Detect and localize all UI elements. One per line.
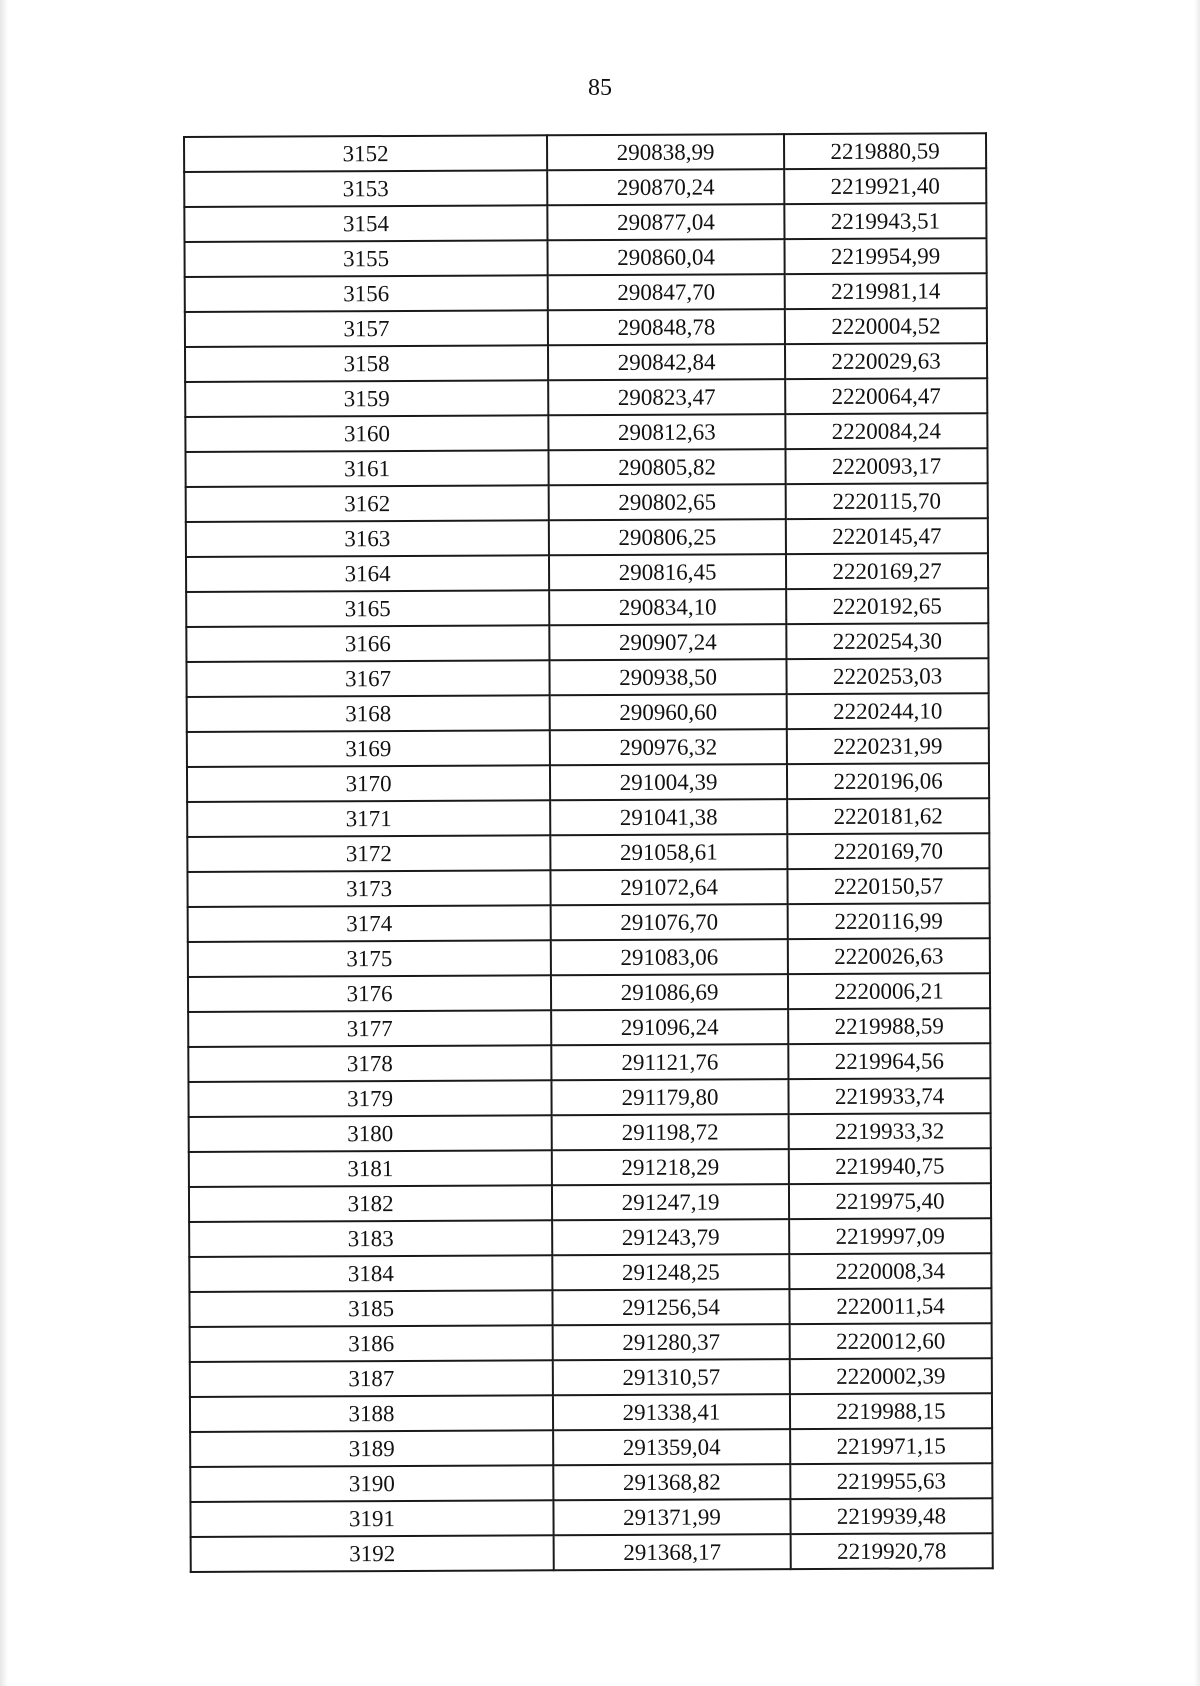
table-row: [189, 1183, 991, 1222]
point-number-cell: 3163: [186, 520, 549, 557]
table-row: [185, 308, 987, 347]
y-coordinate-cell: 2219921,40: [784, 168, 986, 204]
x-coordinate-cell: 290812,63: [548, 414, 785, 450]
table-row: [184, 133, 986, 172]
x-coordinate-cell: 291179,80: [551, 1079, 788, 1115]
table-row: [189, 1218, 991, 1257]
table-row: [187, 728, 989, 767]
x-coordinate-cell: 291041,38: [550, 799, 787, 835]
point-number-cell: 3157: [185, 310, 548, 347]
x-coordinate-cell: 291086,69: [551, 974, 788, 1010]
point-number-cell: 3190: [190, 1465, 553, 1502]
y-coordinate-cell: 2219880,59: [784, 133, 986, 169]
y-coordinate-cell: 2220026,63: [788, 938, 990, 974]
table-row: [186, 518, 988, 557]
point-number-cell: 3160: [185, 415, 548, 452]
y-coordinate-cell: 2219975,40: [789, 1183, 991, 1219]
y-coordinate-cell: 2219920,78: [791, 1533, 993, 1569]
table-row: [186, 623, 988, 662]
x-coordinate-cell: 291083,06: [551, 939, 788, 975]
table-row: [189, 1288, 991, 1327]
point-number-cell: 3158: [185, 345, 548, 382]
coordinates-table: [183, 132, 994, 1573]
y-coordinate-cell: 2219988,15: [790, 1393, 992, 1429]
x-coordinate-cell: 290806,25: [549, 519, 786, 555]
y-coordinate-cell: 2219971,15: [790, 1428, 992, 1464]
y-coordinate-cell: 2220169,70: [787, 833, 989, 869]
table-row: [189, 1148, 991, 1187]
x-coordinate-cell: 291198,72: [552, 1114, 789, 1150]
x-coordinate-cell: 291280,37: [553, 1324, 790, 1360]
x-coordinate-cell: 291371,99: [553, 1499, 790, 1535]
y-coordinate-cell: 2220150,57: [787, 868, 989, 904]
x-coordinate-cell: 291248,25: [552, 1254, 789, 1290]
y-coordinate-cell: 2220196,06: [787, 763, 989, 799]
x-coordinate-cell: 291058,61: [550, 834, 787, 870]
x-coordinate-cell: 290848,78: [548, 309, 785, 345]
y-coordinate-cell: 2220011,54: [789, 1288, 991, 1324]
y-coordinate-cell: 2219943,51: [784, 203, 986, 239]
point-number-cell: 3154: [184, 205, 547, 242]
x-coordinate-cell: 291310,57: [553, 1359, 790, 1395]
y-coordinate-cell: 2220004,52: [785, 308, 987, 344]
table-row: [184, 203, 986, 242]
table-row: [187, 868, 989, 907]
y-coordinate-cell: 2220254,30: [786, 623, 988, 659]
point-number-cell: 3191: [190, 1500, 553, 1537]
x-coordinate-cell: 291256,54: [552, 1289, 789, 1325]
x-coordinate-cell: 290823,47: [548, 379, 785, 415]
point-number-cell: 3173: [187, 870, 550, 907]
table-row: [184, 168, 986, 207]
x-coordinate-cell: 290842,84: [548, 344, 785, 380]
y-coordinate-cell: 2220006,21: [788, 973, 990, 1009]
y-coordinate-cell: 2219940,75: [789, 1148, 991, 1184]
x-coordinate-cell: 290805,82: [548, 449, 785, 485]
x-coordinate-cell: 290938,50: [549, 659, 786, 695]
point-number-cell: 3174: [188, 905, 551, 942]
x-coordinate-cell: 290877,04: [547, 204, 784, 240]
x-coordinate-cell: 291247,19: [552, 1184, 789, 1220]
point-number-cell: 3153: [184, 170, 547, 207]
x-coordinate-cell: 290847,70: [548, 274, 785, 310]
table-row: [188, 973, 990, 1012]
point-number-cell: 3161: [185, 450, 548, 487]
x-coordinate-cell: 291076,70: [551, 904, 788, 940]
y-coordinate-cell: 2220029,63: [785, 343, 987, 379]
y-coordinate-cell: 2219933,74: [788, 1078, 990, 1114]
y-coordinate-cell: 2220093,17: [785, 448, 987, 484]
point-number-cell: 3164: [186, 555, 549, 592]
x-coordinate-cell: 290960,60: [550, 694, 787, 730]
point-number-cell: 3168: [187, 695, 550, 732]
table-row: [190, 1428, 992, 1467]
point-number-cell: 3172: [187, 835, 550, 872]
y-coordinate-cell: 2219954,99: [784, 238, 986, 274]
point-number-cell: 3176: [188, 975, 551, 1012]
point-number-cell: 3169: [187, 730, 550, 767]
point-number-cell: 3159: [185, 380, 548, 417]
coordinates-table-body: [184, 133, 993, 1572]
point-number-cell: 3188: [190, 1395, 553, 1432]
x-coordinate-cell: 290907,24: [549, 624, 786, 660]
x-coordinate-cell: 290838,99: [547, 134, 784, 170]
table-row: [185, 378, 987, 417]
y-coordinate-cell: 2220253,03: [786, 658, 988, 694]
point-number-cell: 3185: [189, 1290, 552, 1327]
table-row: [190, 1463, 992, 1502]
page-number: 85: [588, 75, 612, 101]
table-row: [185, 413, 987, 452]
table-row: [184, 238, 986, 277]
point-number-cell: 3192: [191, 1535, 554, 1572]
y-coordinate-cell: 2220244,10: [787, 693, 989, 729]
table-row: [185, 448, 987, 487]
table-row: [186, 588, 988, 627]
y-coordinate-cell: 2220115,70: [786, 483, 988, 519]
y-coordinate-cell: 2220116,99: [788, 903, 990, 939]
table-row: [191, 1533, 993, 1572]
x-coordinate-cell: 291368,82: [553, 1464, 790, 1500]
y-coordinate-cell: 2219939,48: [790, 1498, 992, 1534]
y-coordinate-cell: 2220192,65: [786, 588, 988, 624]
point-number-cell: 3177: [188, 1010, 551, 1047]
x-coordinate-cell: 290870,24: [547, 169, 784, 205]
point-number-cell: 3184: [189, 1255, 552, 1292]
point-number-cell: 3171: [187, 800, 550, 837]
x-coordinate-cell: 291338,41: [553, 1394, 790, 1430]
x-coordinate-cell: 291072,64: [550, 869, 787, 905]
table-row: [188, 1078, 990, 1117]
table-row: [187, 693, 989, 732]
point-number-cell: 3170: [187, 765, 550, 802]
x-coordinate-cell: 291121,76: [551, 1044, 788, 1080]
scan-edge-left: [0, 0, 8, 1686]
table-row: [190, 1323, 992, 1362]
point-number-cell: 3186: [190, 1325, 553, 1362]
table-row: [188, 903, 990, 942]
table-row: [186, 658, 988, 697]
y-coordinate-cell: 2220008,34: [789, 1253, 991, 1289]
table-row: [189, 1113, 991, 1152]
table-row: [185, 273, 987, 312]
x-coordinate-cell: 290976,32: [550, 729, 787, 765]
point-number-cell: 3180: [189, 1115, 552, 1152]
x-coordinate-cell: 290802,65: [549, 484, 786, 520]
y-coordinate-cell: 2220145,47: [786, 518, 988, 554]
table-row: [187, 833, 989, 872]
table-row: [186, 553, 988, 592]
point-number-cell: 3187: [190, 1360, 553, 1397]
x-coordinate-cell: 291359,04: [553, 1429, 790, 1465]
point-number-cell: 3155: [184, 240, 547, 277]
y-coordinate-cell: 2219955,63: [790, 1463, 992, 1499]
point-number-cell: 3156: [185, 275, 548, 312]
y-coordinate-cell: 2219997,09: [789, 1218, 991, 1254]
x-coordinate-cell: 290834,10: [549, 589, 786, 625]
y-coordinate-cell: 2220181,62: [787, 798, 989, 834]
y-coordinate-cell: 2219933,32: [789, 1113, 991, 1149]
point-number-cell: 3152: [184, 135, 547, 172]
x-coordinate-cell: 290860,04: [547, 239, 784, 275]
y-coordinate-cell: 2220169,27: [786, 553, 988, 589]
point-number-cell: 3183: [189, 1220, 552, 1257]
y-coordinate-cell: 2220012,60: [790, 1323, 992, 1359]
table-row: [188, 1008, 990, 1047]
point-number-cell: 3179: [188, 1080, 551, 1117]
y-coordinate-cell: 2219964,56: [788, 1043, 990, 1079]
x-coordinate-cell: 291243,79: [552, 1219, 789, 1255]
table-row: [186, 483, 988, 522]
point-number-cell: 3166: [186, 625, 549, 662]
table-row: [187, 798, 989, 837]
point-number-cell: 3167: [186, 660, 549, 697]
point-number-cell: 3181: [189, 1150, 552, 1187]
x-coordinate-cell: 291096,24: [551, 1009, 788, 1045]
point-number-cell: 3189: [190, 1430, 553, 1467]
table-row: [185, 343, 987, 382]
y-coordinate-cell: 2219988,59: [788, 1008, 990, 1044]
point-number-cell: 3178: [188, 1045, 551, 1082]
point-number-cell: 3162: [186, 485, 549, 522]
point-number-cell: 3175: [188, 940, 551, 977]
table-row: [189, 1253, 991, 1292]
x-coordinate-cell: 290816,45: [549, 554, 786, 590]
x-coordinate-cell: 291368,17: [554, 1534, 791, 1570]
point-number-cell: 3165: [186, 590, 549, 627]
y-coordinate-cell: 2220231,99: [787, 728, 989, 764]
y-coordinate-cell: 2219981,14: [785, 273, 987, 309]
table-row: [190, 1393, 992, 1432]
table-row: [190, 1498, 992, 1537]
table-row: [187, 763, 989, 802]
x-coordinate-cell: 291218,29: [552, 1149, 789, 1185]
scan-edge-right: [1194, 0, 1200, 1686]
y-coordinate-cell: 2220084,24: [785, 413, 987, 449]
table-row: [188, 1043, 990, 1082]
x-coordinate-cell: 291004,39: [550, 764, 787, 800]
table-row: [190, 1358, 992, 1397]
table-row: [188, 938, 990, 977]
y-coordinate-cell: 2220002,39: [790, 1358, 992, 1394]
y-coordinate-cell: 2220064,47: [785, 378, 987, 414]
point-number-cell: 3182: [189, 1185, 552, 1222]
